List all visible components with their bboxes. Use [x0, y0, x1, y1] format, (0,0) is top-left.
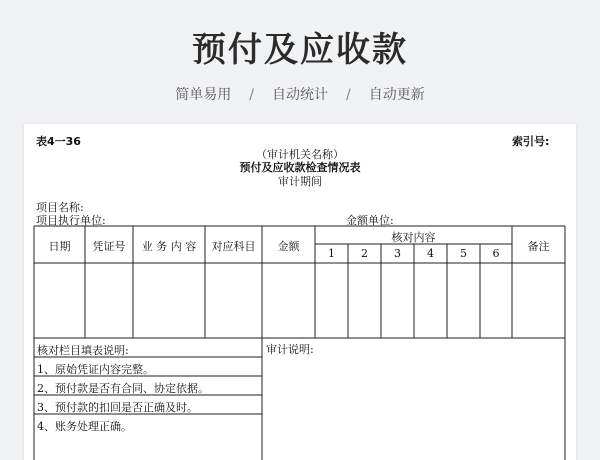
table-number: 表4一36: [36, 135, 81, 148]
audit-period: 审计期间: [278, 175, 322, 188]
col-header-voucher: 凭证号: [92, 240, 126, 253]
col-header-amount: 金额: [277, 240, 300, 253]
amount-unit-label: 金额单位:: [346, 214, 394, 227]
check-item-header: 5: [460, 247, 467, 260]
audit-note-label: 审计说明:: [266, 343, 314, 356]
col-header-check: 核对内容: [391, 231, 436, 244]
form-title: 预付及应收款检查情况表: [239, 161, 361, 174]
check-item-header: 1: [328, 247, 335, 260]
document-preview: [24, 124, 576, 460]
col-header-date: 日期: [48, 240, 71, 253]
check-legend-item: 3、预付款的扣回是否正确及时。: [37, 401, 198, 414]
index-label: 索引号:: [512, 135, 550, 148]
org-name: （审计机关名称）: [256, 148, 344, 161]
tag-auto-update: 自动更新: [368, 87, 425, 103]
project-name-label: 项目名称:: [36, 201, 84, 214]
check-legend-item: 4、账务处理正确。: [37, 420, 132, 433]
check-item-header: 6: [492, 247, 500, 260]
tagline: [0, 84, 600, 104]
col-header-remark: 备注: [527, 240, 550, 253]
project-unit-label: 项目执行单位:: [36, 214, 106, 227]
page-title: 预付及应收款: [192, 30, 408, 70]
tag-separator: /: [249, 87, 254, 103]
col-header-business: 业 务 内 容: [141, 240, 197, 253]
tag-easy: 简单易用: [175, 87, 232, 103]
check-legend-item: 1、原始凭证内容完整。: [37, 363, 154, 376]
col-header-account: 对应科目: [211, 240, 256, 253]
check-item-header: 4: [427, 247, 434, 260]
tag-auto-stat: 自动统计: [272, 87, 328, 103]
check-legend-item: 2、预付款是否有合同、协定依据。: [37, 382, 209, 395]
tag-separator: /: [346, 87, 351, 103]
check-legend-label: 核对栏目填表说明:: [37, 344, 129, 357]
check-item-header: 2: [361, 247, 368, 260]
check-item-header: 3: [394, 247, 401, 260]
